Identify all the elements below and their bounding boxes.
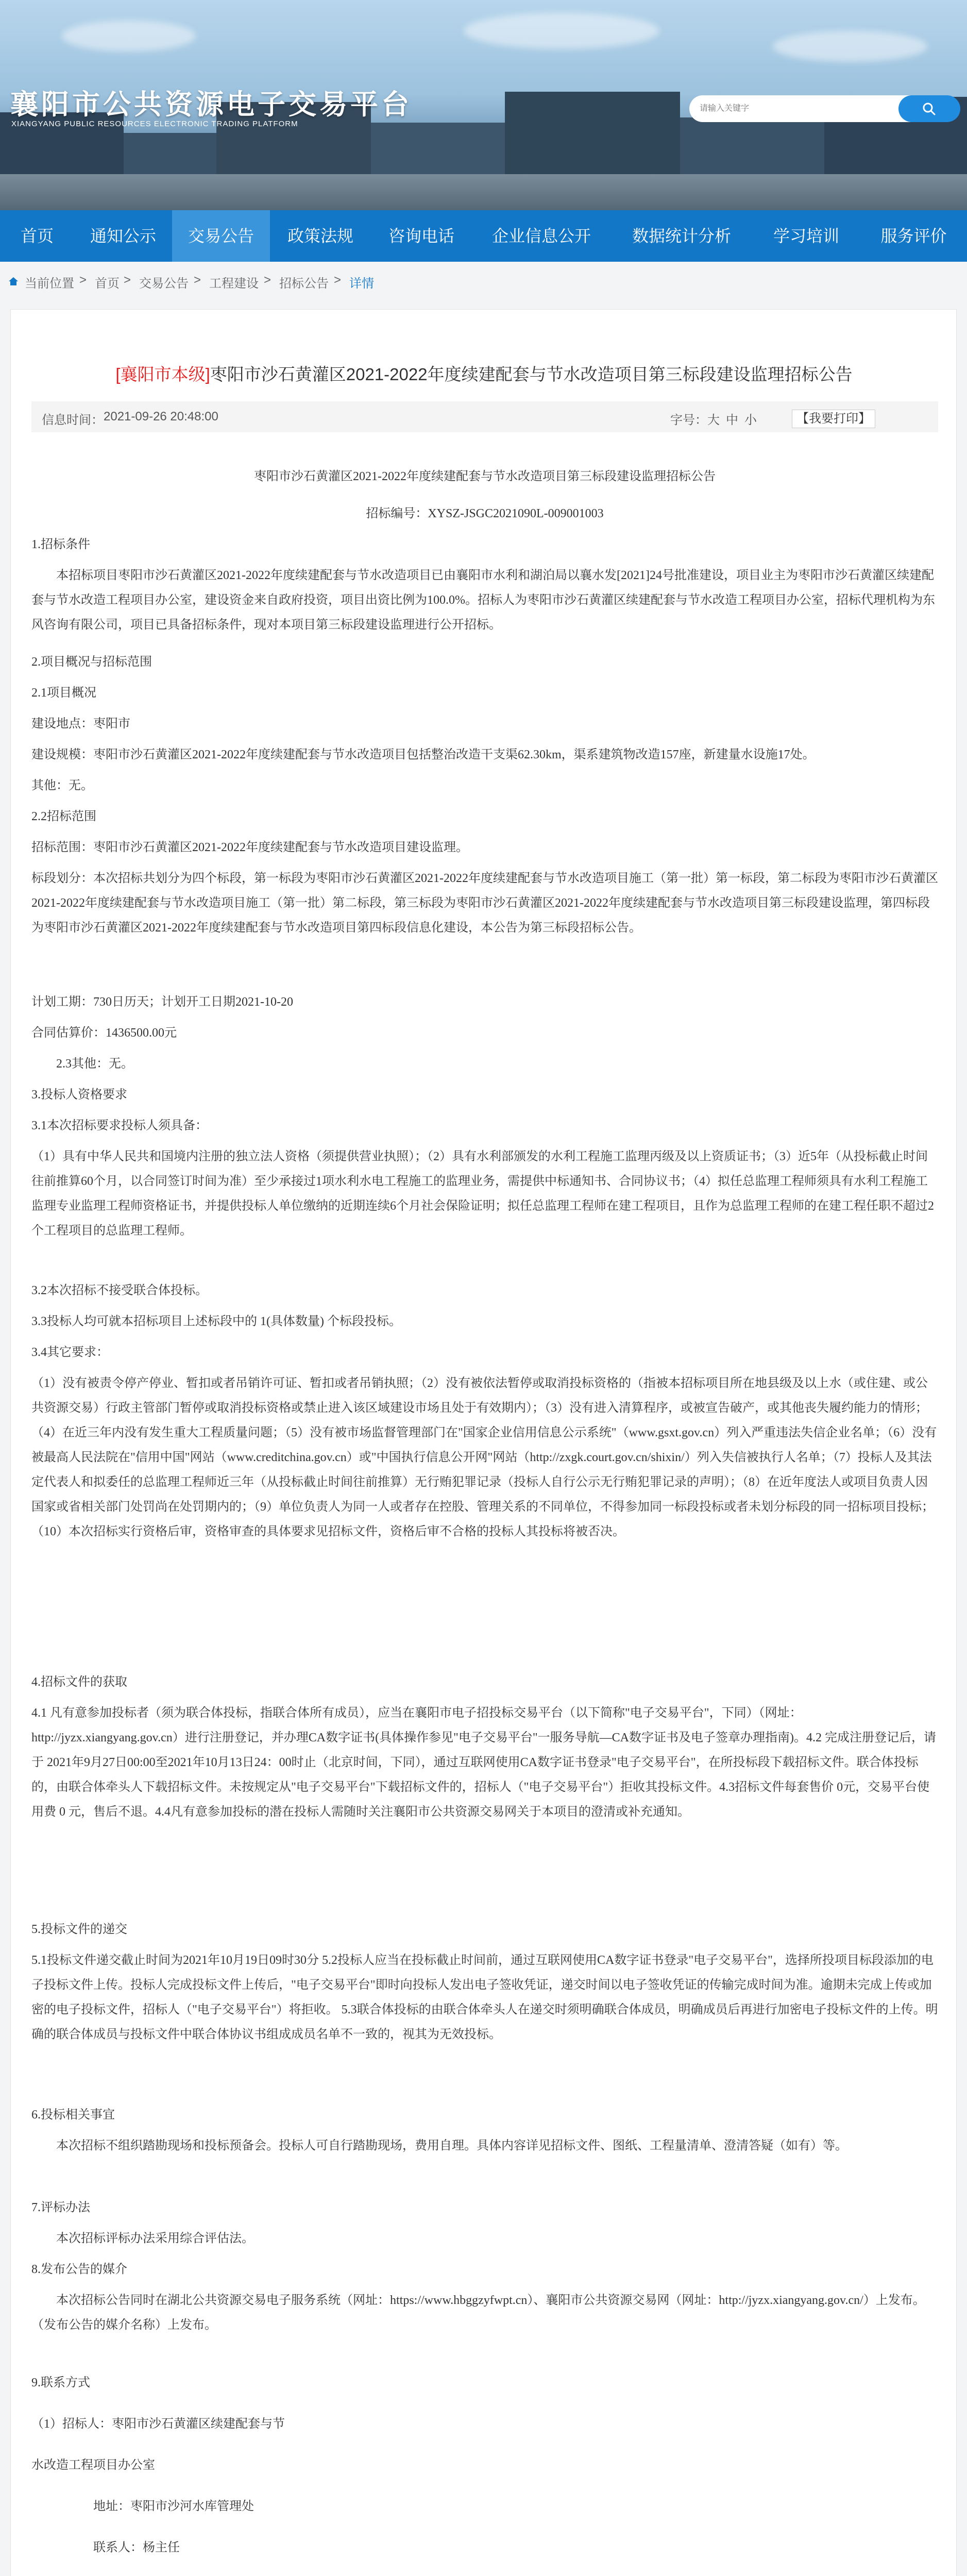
paragraph: 标段划分：本次招标共划分为四个标段，第一标段为枣阳市沙石黄灌区2021-2022年度续建配套与节水改造项目施工（第一批）第一标段，第二标段为枣阳市沙石黄灌区2021-2022年度续建配套与节水改造项目施工（第一批）第二标段，第三标段为枣阳市沙石黄灌区2021-2022年度续建配套与节水改造项目第三标段建设监理，第四标段为枣阳市沙石黄灌区2021-2022年度续建配套与节水改造项目第四标段信息化建设，本公告为第三标段招标公告。 [31,872,938,935]
font-large-button[interactable]: 大 [707,413,720,427]
paragraph: 合同估算价：1436500.00元 [31,1026,177,1040]
paragraph: 其他：无。 [31,779,93,792]
nav-notices[interactable]: 通知公示 [90,227,156,245]
print-button[interactable]: 【我要打印】 [792,410,875,428]
section-heading: 1.招标条件 [31,538,90,551]
breadcrumb-current: 详情 [349,277,374,291]
breadcrumb-tender[interactable]: 招标公告 [279,277,329,291]
breadcrumb-label: 当前位置 [25,277,74,291]
section-heading: 9.联系方式 [31,2376,90,2389]
cloud-decoration [464,13,659,49]
breadcrumb-separator: > [334,273,342,287]
font-medium-button[interactable]: 中 [726,413,738,427]
nav-trade-announcements[interactable]: 交易公告 [172,210,270,262]
font-size-label: 字号： [670,413,707,427]
search-input[interactable] [700,100,870,117]
contact-line: 水改造工程项目办公室 [31,2459,155,2472]
breadcrumb-home[interactable]: 首页 [95,277,120,291]
region-tag: [襄阳市本级] [115,365,210,384]
contact-line: 联系人：杨主任 [93,2541,180,2554]
paragraph: 本次招标评标办法采用综合评估法。 [56,2232,254,2245]
paragraph: 5.1投标文件递交截止时间为2021年10月19日09时30分 5.2投标人应当在投标截止时间前，通过互联网使用CA数字证书登录"电子交易平台"，选择所投项目标段添加的电子投标文件上传。投标人完成投标文件上传后，"电子交易平台"即时向投标人发出电子签收凭证，递交时间以电子签收凭证的传输完成时间为准。逾期未完成上传或加密的电子投标文件，招标人（"电子交易平台"）将拒收。 5.3联合体投标的由联合体牵头人在递交时须明确联合体成员，明确成员后再进行加密电子投标文件的上传。明确的联合体成员与投标文件中联合体协议书组成成员名单不一致的，视其为无效投标。 [31,1954,938,2041]
search-icon [922,101,936,116]
doc-heading: 枣阳市沙石黄灌区2021-2022年度续建配套与节水改造项目第三标段建设监理招标公告 [254,470,716,483]
city-wall-decoration [0,174,967,210]
breadcrumb-trade[interactable]: 交易公告 [139,277,189,291]
nav-company-info[interactable]: 企业信息公开 [491,227,591,245]
subsection-heading: 3.4其它要求： [31,1346,109,1359]
date-label: 信息时间： [42,413,104,427]
font-small-button[interactable]: 小 [744,413,757,427]
nav-statistics[interactable]: 数据统计分析 [632,227,731,245]
nav-policy[interactable]: 政策法规 [287,227,353,245]
nav-training[interactable]: 学习培训 [773,227,839,245]
section-heading: 3.投标人资格要求 [31,1088,127,1101]
site-subtitle: XIANGYANG PUBLIC RESOURCES ELECTRONIC TRADING PLATFORM [11,120,298,128]
article-title [11,361,957,385]
paragraph: （1）具有中华人民共和国境内注册的独立法人资格（须提供营业执照）；（2）具有水利部颁发的水利工程施工监理丙级及以上资质证书；（3）近5年（从投标截止时间往前推算60个月，以合同签订时间为准）至少承接过1项水利水电工程施工的监理业务，需提供中标通知书、合同协议书；（4）拟任总监理工程师须具有水利工程施工监理专业监理工程师资格证书，并提供投标人单位缴纳的近期连续6个月社会保险证明；拟任总监理工程师在建工程项目，且作为总监理工程师的在建工程任职不超过2个工程项目的总监理工程师。 [31,1150,934,1238]
paragraph: 3.3投标人均可就本招标项目上述标段中的 1(具体数量) 个标段投标。 [31,1315,401,1328]
paragraph: 计划工期：730日历天；计划开工日期2021-10-20 [31,995,293,1009]
article-card [10,309,957,2576]
paragraph: 建设规模：枣阳市沙石黄灌区2021-2022年度续建配套与节水改造项目包括整治改造干支渠62.30km，渠系建筑物改造157座，新建量水设施17处。 [31,748,815,761]
contact-line: 地址：枣阳市沙河水库管理处 [93,2500,254,2513]
search-button[interactable] [898,95,960,122]
section-heading: 2.项目概况与招标范围 [31,655,152,669]
breadcrumb-separator: > [79,273,87,287]
paragraph: 建设地点：枣阳市 [31,717,130,731]
article-meta-bar [31,401,938,432]
paragraph: 本招标项目枣阳市沙石黄灌区2021-2022年度续建配套与节水改造项目已由襄阳市水利和湖泊局以襄水发[2021]24号批准建设，项目业主为枣阳市沙石黄灌区续建配套与节水改造工程项目办公室，建设资金来自政府投资，项目出资比例为100.0%。招标人为枣阳市沙石黄灌区续建配套与节水改造工程项目办公室，招标代理机构为东风咨询有限公司，项目已具备招标条件，现对本项目第三标段建设监理进行公开招标。 [31,569,935,632]
nav-hotline[interactable]: 咨询电话 [388,227,454,245]
subsection-heading: 2.1项目概况 [31,686,96,700]
section-heading: 7.评标办法 [31,2201,90,2214]
subsection-heading: 2.2招标范围 [31,810,96,823]
section-heading: 4.招标文件的获取 [31,1675,127,1689]
nav-evaluation[interactable]: 服务评价 [880,227,947,245]
paragraph: 本次招标公告同时在湖北公共资源交易电子服务系统（网址：https://www.hbggzyfwpt.cn）、襄阳市公共资源交易网（网址：http://jyzx.xiangyang.gov.cn/）上发布。（发布公告的媒介名称）上发布。 [31,2294,925,2332]
main-nav [0,210,967,262]
cloud-decoration [773,31,927,62]
article-title-text: 枣阳市沙石黄灌区2021-2022年度续建配套与节水改造项目第三标段建设监理招标公告 [210,365,853,384]
breadcrumb-engineering[interactable]: 工程建设 [209,277,259,291]
contact-line: （1）招标人：枣阳市沙石黄灌区续建配套与节 [31,2417,285,2431]
breadcrumb-separator: > [194,273,201,287]
breadcrumb-separator: > [124,273,131,287]
section-heading: 6.投标相关事宜 [31,2108,115,2122]
paragraph: 3.2本次招标不接受联合体投标。 [31,1284,208,1297]
tender-number: 招标编号：XYSZ-JSGC2021090L-009001003 [366,507,604,520]
cloud-decoration [62,21,196,52]
section-heading: 5.投标文件的递交 [31,1923,127,1936]
nav-home[interactable]: 首页 [20,227,54,245]
subsection-heading: 3.1本次招标要求投标人须具备： [31,1119,208,1132]
section-heading: 8.发布公告的媒介 [31,2263,127,2276]
paragraph: 本次招标不组织踏勘现场和投标预备会。投标人可自行踏勘现场，费用自理。具体内容详见招标文件、图纸、工程量清单、澄清答疑（如有）等。 [56,2139,847,2153]
paragraph: 招标范围：枣阳市沙石黄灌区2021-2022年度续建配套与节水改造项目建设监理。 [31,841,468,854]
home-icon [7,275,20,287]
breadcrumb-separator: > [264,273,272,287]
site-header [0,0,967,210]
paragraph: 4.1 凡有意参加投标者（须为联合体投标，指联合体所有成员），应当在襄阳市电子招投标交易平台（以下简称"电子交易平台"，下同）（网址：http://jyzx.xiangyang.gov.cn）进行注册登记，并办理CA数字证书(具体操作参见"电子交易平台"一服务导航—CA数字证书及电子签章办理指南)。4.2 完成注册登记后，请于 2021年9月27日00:00至2021年10月13日24：00时止（北京时间，下同），通过互联网使用CA数字证书登录"电子交易平台"，在所投标段下载招标文件。联合体投标的，由联合体牵头人下载招标文件。未按规定从"电子交易平台"下载招标文件的，招标人（"电子交易平台"）拒收其投标文件。4.3招标文件每套售价 0元，交易平台使用费 0 元，售后不退。4.4凡有意参加投标的潜在投标人需随时关注襄阳市公共资源交易网关于本项目的澄清或补充通知。 [31,1706,936,1819]
subsection-heading: 2.3其他：无。 [56,1057,133,1071]
publish-date: 2021-09-26 20:48:00 [104,410,218,423]
paragraph: （1）没有被责令停产停业、暂扣或者吊销许可证、暂扣或者吊销执照；（2）没有被依法暂停或取消投标资格的（指被本招标项目所在地县级及以上水（或住建、或公共资源交易）行政主管部门暂停或取消投标资格或禁止进入该区域建设市场且处于有效期内）；（3）没有进入清算程序，或被宣告破产，或其他丧失履约能力的情形；（4）在近三年内没有发生重大工程质量问题；（5）没有被市场监督管理部门在"国家企业信用信息公示系统"（www.gsxt.gov.cn）列入严重违法失信企业名单；（6）没有被最高人民法院在"信用中国"网站（www.creditchina.gov.cn）或"中国执行信息公开网"网站（http://zxgk.court.gov.cn/shixin/）列入失信被执行人名单；（7）投标人及其法定代表人和拟委任的总监理工程师近三年（从投标截止时间往前推算）无行贿犯罪记录（投标人自行公示无行贿犯罪记录的声明）；（8）在近年度法人或项目负责人因国家或省相关部门处罚尚在处罚期内的；（9）单位负责人为同一人或者存在控股、管理关系的不同单位，不得参加同一标段投标或者未划分标段的同一招标项目投标；（10）本次招标实行资格后审，资格审查的具体要求见招标文件，资格后审不合格的投标人其投标将被否决。 [31,1377,937,1538]
site-title: 襄阳市公共资源电子交易平台 [10,89,412,120]
